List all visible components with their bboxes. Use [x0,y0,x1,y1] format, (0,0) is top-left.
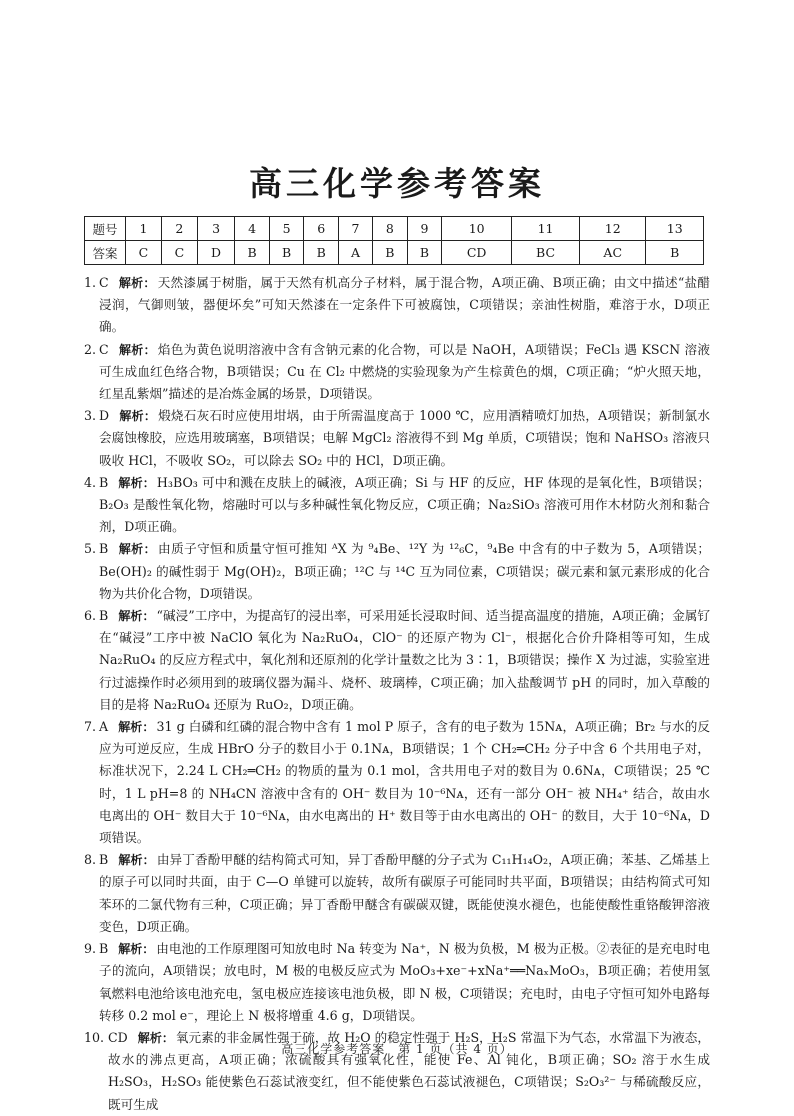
table-cell: D [197,241,234,265]
analysis-item [84,472,710,539]
analysis-label: 解析： [118,720,155,735]
table-cell: 9 [407,217,442,241]
table-cell: B [235,241,270,265]
item-answer: CD [108,1029,128,1045]
item-number: 10. [84,1029,105,1045]
analysis-label: 解析： [119,409,157,424]
analysis-label: 解析： [118,475,155,490]
item-text: 31 g 白磷和红磷的混合物中含有 1 mol P 原子，含有的电子数为 15Nᴀ，A项正确；Br₂ 与水的反应为可逆反应，生成 HBrO 分子的数目小于 0.1Nᴀ，B项错误；1 个 CH₂═CH₂ 分子中含 6 个共用电子对，标准状况下，2.24 L CH₂═CH₂ 的物质的量为 0.1 mol，含共用电子对的数目为 0.6Nᴀ，C项错误；25 ℃时，1 L pH=8 的 NH₄CN 溶液中含有的 OH⁻ 数目为 10⁻⁶Nᴀ，还有一部分 OH⁻ 被 NH₄⁺ 结合，故由水电离出的 OH⁻ 数目大于 10⁻⁶Nᴀ，由水电离出的 H⁺ 数目等于由水电离出的 OH⁻ 的数目，大于 10⁻⁶Nᴀ，D项错误。 [99,719,710,846]
page-title: 高三化学参考答案 [249,164,545,203]
analysis-label: 解析： [137,1030,174,1045]
item-answer: C [99,341,109,357]
item-text: “碱浸”工序中，为提高钌的浸出率，可采用延长浸取时间、适当提高温度的措施，A项正确；金属钌在“碱浸”工序中被 NaClO 氧化为 Na₂RuO₄，ClO⁻ 的还原产物为 Cl⁻，根据化合价升降相等可知，生成 Na₂RuO₄ 的反应方程式中，氧化剂和还原剂的化学计量数之比为 3∶1，B项错误；操作 X 为过滤，实验室进行过滤操作时必须用到的玻璃仪器为漏斗、烧杯、玻璃棒，C项正确；加入盐酸调节 pH 的同时，加入草酸的目的是将 Na₂RuO₄ 还原为 RuO₂，D项正确。 [99,608,710,712]
analysis-label: 解析： [118,853,155,868]
item-number: 3. [84,408,97,424]
analysis-item [84,339,710,406]
table-cell: 10 [442,217,512,241]
item-answer: C [99,275,109,290]
item-number: 7. [84,719,97,735]
table-cell: C [161,241,197,265]
item-text: 天然漆属于树脂，属于天然有机高分子材料，属于混合物，A项正确、B项正确；由文中描述“盐醋浸润，气御则皱，器便坏矣”可知天然漆在一定条件下可被腐蚀，C项错误；亲油性树脂，难溶于水，D项正确。 [99,275,710,335]
table-cell: 4 [235,217,270,241]
analysis-label: 解析： [118,542,157,557]
item-text: H₃BO₃ 可中和溅在皮肤上的碱液，A项正确；Si 与 HF 的反应，HF 体现的是氧化性，B项错误；B₂O₃ 是酸性氧化物，熔融时可以与多种碱性氧化物反应，C项正确；Na₂SiO₃ 溶液可用作木材防火剂和黏合剂，D项正确。 [99,474,710,535]
item-answer: A [99,719,109,735]
analysis-item [84,405,710,472]
answer-table [84,216,704,265]
table-cell: B [407,241,442,265]
table-cell: B [646,241,704,265]
table-cell: 12 [579,217,646,241]
item-number: 5. [84,541,97,557]
table-cell: 1 [126,217,162,241]
table-cell: 2 [161,217,197,241]
table-cell: BC [512,241,580,265]
analysis-item [84,938,710,1027]
table-cell: 5 [269,217,304,241]
analysis-label: 解析： [118,342,156,357]
analysis-item [84,538,710,605]
item-number: 6. [84,608,97,624]
item-text: 煅烧石灰石时应使用坩埚，由于所需温度高于 1000 ℃，应用酒精喷灯加热，A项错误；新制氯水会腐蚀橡胶，应选用玻璃塞，B项错误；电解 MgCl₂ 溶液得不到 Mg 单质，C项错误；饱和 NaHSO₃ 溶液只吸收 HCl，不吸收 SO₂，可以除去 SO₂ 中的 HCl，D项正确。 [99,408,710,468]
table-cell: CD [442,241,512,265]
item-answer: B [99,474,109,490]
table-head-number: 题号 [85,217,126,241]
analysis-label: 解析： [118,942,155,957]
table-cell: 8 [373,217,408,241]
table-cell: B [373,241,408,265]
item-number: 8. [84,852,97,868]
analysis-item [84,272,710,339]
answer-table-number-row [85,217,704,241]
analysis-item [84,716,710,849]
table-cell: C [126,241,162,265]
table-cell: 13 [646,217,704,241]
item-text: 由异丁香酚甲醚的结构简式可知，异丁香酚甲醚的分子式为 C₁₁H₁₄O₂，A项正确；苯基、乙烯基上的原子可以同时共面，由于 C—O 单键可以旋转，故所有碳原子可能同时共平面，B项错误；由结构简式可知苯环的二氯代物有三种，C项正确；异丁香酚甲醚含有碳碳双键，既能使溴水褪色，也能使酸性重铬酸钾溶液变色，D项正确。 [99,852,710,934]
item-answer: B [99,608,109,624]
item-number: 1. [84,275,97,290]
table-head-answer: 答案 [85,241,126,265]
table-cell: 3 [197,217,234,241]
item-number: 9. [84,941,97,957]
table-cell: A [339,241,373,265]
item-answer: B [99,541,109,557]
table-cell: 11 [512,217,580,241]
item-text: 由质子守恒和质量守恒可推知 ᴬX 为 ⁹₄Be、¹²Y 为 ¹²₆C，⁹₄Be 中含有的中子数为 5，A项错误；Be(OH)₂ 的碱性弱于 Mg(OH)₂，B项正确；¹²C 与 ¹⁴C 互为同位素，C项错误；碳元素和氯元素形成的化合物为共价化合物，D项错误。 [99,541,710,601]
table-cell: 6 [304,217,339,241]
item-text: 焰色为黄色说明溶液中含有含钠元素的化合物，可以是 NaOH，A项错误；FeCl₃ 遇 KSCN 溶液可生成血红色络合物，B项错误；Cu 在 Cl₂ 中燃烧的实验现象为产生棕黄色的烟，C项正确；“炉火照天地，红星乱紫烟”描述的是冶炼金属的场景，D项错误。 [99,341,710,402]
table-cell: B [304,241,339,265]
page-footer: 高三化学参考答案 第 1 页（共 4 页） [281,1042,513,1056]
analysis-label: 解析： [118,276,156,290]
item-answer: B [99,852,109,868]
table-cell: AC [579,241,646,265]
table-cell: 7 [339,217,373,241]
analysis-list [84,272,710,1116]
item-answer: B [99,941,109,957]
table-cell: B [269,241,304,265]
analysis-item [84,849,710,938]
item-text: 由电池的工作原理图可知放电时 Na 转变为 Na⁺，N 极为负极，M 极为正极。②表征的是充电时电子的流向，A项错误；放电时，M 极的电极反应式为 MoO₃+xe⁻+xNa⁺══NaₓMoO₃，B项正确；若使用氢氧燃料电池给该电池充电，氢电极应连接该电池负极，即 N 极，C项错误；充电时，由电子守恒可知外电路每转移 0.2 mol e⁻，理论上 N 极将增重 4.6 g，D项错误。 [99,941,710,1023]
item-text: 氧元素的非金属性强于硫，故 H₂O 的稳定性强于 H₂S，H₂S 常温下为气态，水常温下为液态，故水的沸点更高，A项正确；浓硫酸具有强氧化性，能使 Fe、Al 钝化，B项正确；SO₂ 溶于水生成 H₂SO₃，H₂SO₃ 能使紫色石蕊试液变红，但不能使紫色石蕊试液褪色，C项错误；S₂O₃²⁻ 与稀硫酸反应，既可生成 [108,1029,710,1112]
answer-table-answer-row [85,241,704,265]
item-number: 4. [84,474,97,490]
analysis-label: 解析： [118,609,155,624]
analysis-item [84,605,710,716]
item-answer: D [99,408,110,424]
item-number: 2. [84,341,97,357]
